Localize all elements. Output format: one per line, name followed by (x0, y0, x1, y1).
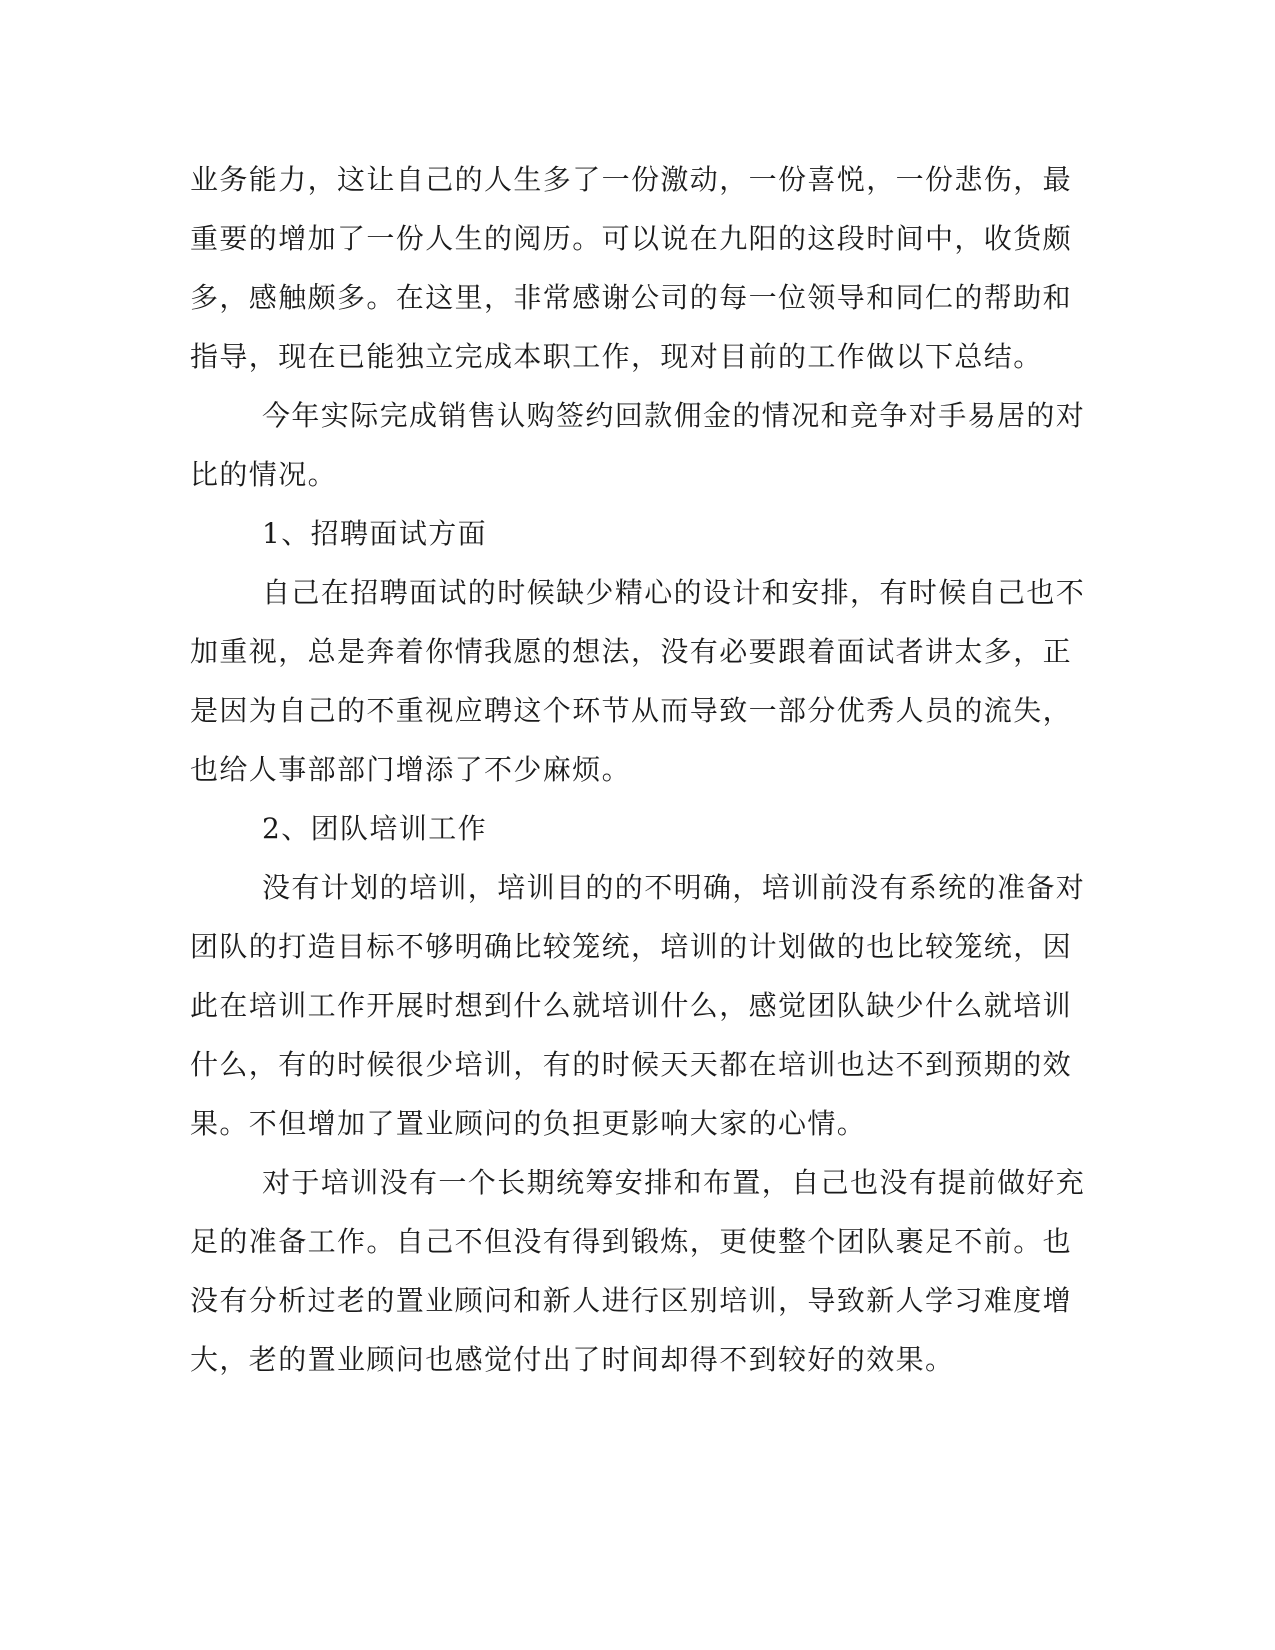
text-line: 足的准备工作。自己不但没有得到锻炼，更使整个团队裹足不前。也 (190, 1225, 1073, 1258)
text-line: 此在培训工作开展时想到什么就培训什么，感觉团队缺少什么就培训 (190, 989, 1073, 1022)
text-line: 是因为自己的不重视应聘这个环节从而导致一部分优秀人员的流失， (190, 694, 1073, 727)
section-heading: 1、招聘面试方面 (262, 517, 488, 550)
text-line: 比的情况。 (190, 458, 338, 491)
paragraph-first-line: 今年实际完成销售认购签约回款佣金的情况和竞争对手易居的对 (262, 399, 1086, 432)
text-line: 也给人事部部门增添了不少麻烦。 (190, 753, 632, 786)
text-line: 什么，有的时候很少培训，有的时候天天都在培训也达不到预期的效 (190, 1048, 1073, 1081)
text-line: 果。不但增加了置业顾问的负担更影响大家的心情。 (190, 1107, 867, 1140)
paragraph-first-line: 没有计划的培训，培训目的的不明确，培训前没有系统的准备对 (262, 871, 1086, 904)
text-line: 业务能力，这让自己的人生多了一份激动，一份喜悦，一份悲伤，最 (190, 163, 1073, 196)
text-line: 指导，现在已能独立完成本职工作，现对目前的工作做以下总结。 (190, 340, 1043, 373)
text-line: 加重视，总是奔着你情我愿的想法，没有必要跟着面试者讲太多，正 (190, 635, 1073, 668)
text-line: 没有分析过老的置业顾问和新人进行区别培训，导致新人学习难度增 (190, 1284, 1073, 1317)
text-line: 重要的增加了一份人生的阅历。可以说在九阳的这段时间中，收货颇 (190, 222, 1073, 255)
text-line: 大，老的置业顾问也感觉付出了时间却得不到较好的效果。 (190, 1343, 955, 1376)
text-line: 多，感触颇多。在这里，非常感谢公司的每一位领导和同仁的帮助和 (190, 281, 1073, 314)
section-heading: 2、团队培训工作 (262, 812, 488, 845)
text-line: 团队的打造目标不够明确比较笼统，培训的计划做的也比较笼统，因 (190, 930, 1073, 963)
paragraph-first-line: 自己在招聘面试的时候缺少精心的设计和安排，有时候自己也不 (262, 576, 1086, 609)
paragraph-first-line: 对于培训没有一个长期统筹安排和布置，自己也没有提前做好充 (262, 1166, 1086, 1199)
